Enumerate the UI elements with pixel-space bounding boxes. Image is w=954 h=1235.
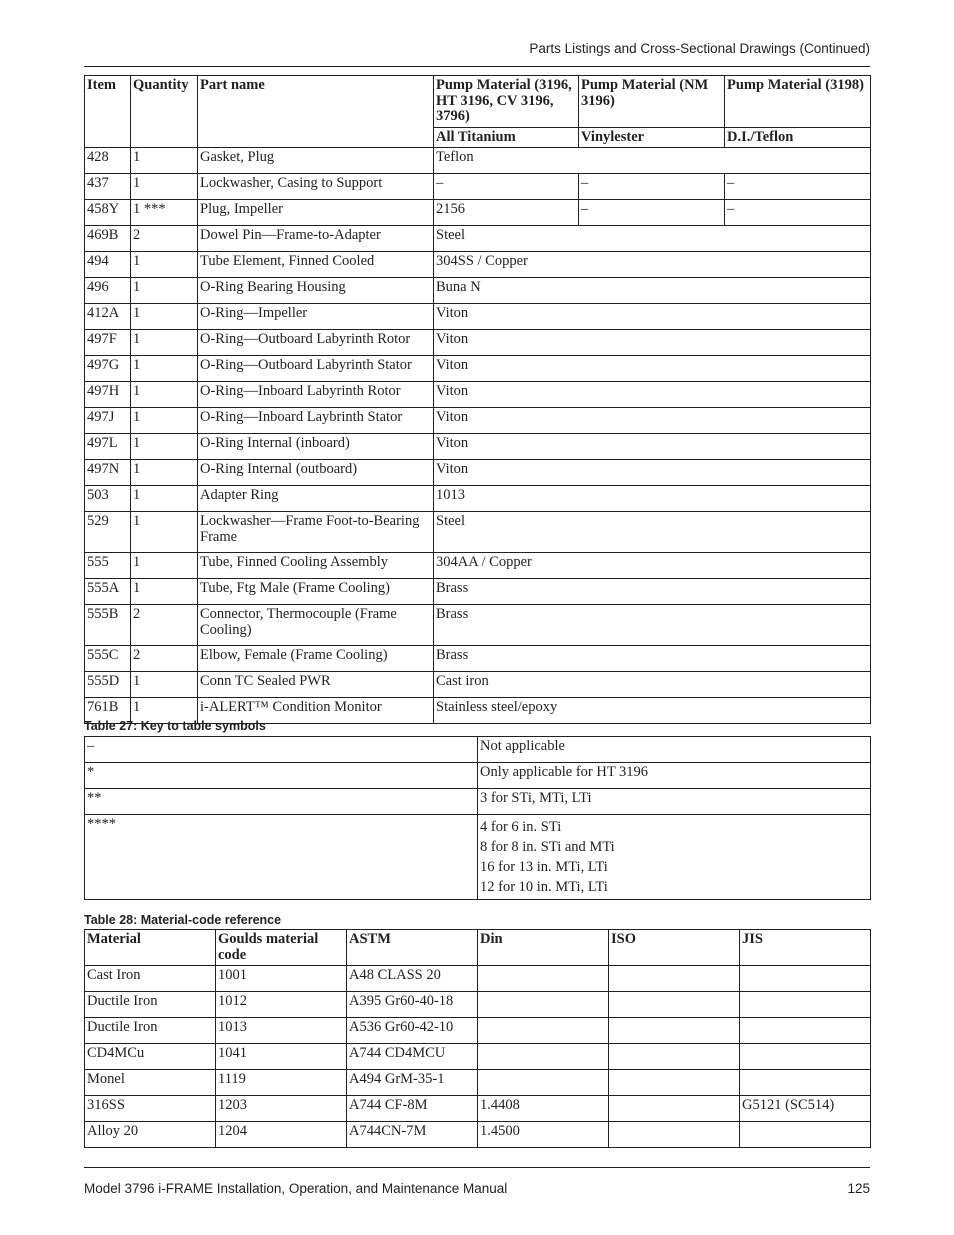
meaning-cell	[478, 815, 871, 900]
material-cell: A536 Gr60-42-10	[347, 1018, 478, 1044]
item-cell: 494	[85, 252, 131, 278]
material-cell: 1.4408	[478, 1096, 609, 1122]
item-cell: 761B	[85, 698, 131, 724]
material-cell	[478, 1044, 609, 1070]
item-cell: 503	[85, 486, 131, 512]
meaning-cell	[478, 737, 871, 763]
header-quantity: Quantity	[131, 76, 198, 148]
quantity-cell: 1	[131, 434, 198, 460]
item-cell: 458Y	[85, 200, 131, 226]
key-table	[84, 736, 871, 900]
quantity-cell: 2	[131, 646, 198, 672]
meaning-line: 3 for STi, MTi, LTi	[480, 790, 592, 806]
material-cell: 304AA / Copper	[434, 553, 871, 579]
table-row	[85, 605, 871, 646]
material-cell: Viton	[434, 460, 871, 486]
material-cell: Viton	[434, 382, 871, 408]
material-cell	[740, 992, 871, 1018]
item-cell: 497L	[85, 434, 131, 460]
material-cell: Brass	[434, 646, 871, 672]
quantity-cell: 1	[131, 672, 198, 698]
material-cell: Viton	[434, 356, 871, 382]
item-cell: 529	[85, 512, 131, 553]
material-cell	[609, 992, 740, 1018]
table-row	[85, 1018, 871, 1044]
part-name-cell: O-Ring—Inboard Laybrinth Stator	[198, 408, 434, 434]
material-cell: Brass	[434, 579, 871, 605]
part-name-cell: Lockwasher, Casing to Support	[198, 174, 434, 200]
material-cell: Steel	[434, 226, 871, 252]
item-cell: 555C	[85, 646, 131, 672]
page-number: 125	[847, 1181, 870, 1196]
table-row	[85, 553, 871, 579]
material-cell: Viton	[434, 408, 871, 434]
item-cell: 497G	[85, 356, 131, 382]
symbol-cell: *	[85, 763, 478, 789]
meaning-line: Not applicable	[480, 738, 565, 754]
part-name-cell: O-Ring—Inboard Labyrinth Rotor	[198, 382, 434, 408]
item-cell: 437	[85, 174, 131, 200]
part-name-cell: Elbow, Female (Frame Cooling)	[198, 646, 434, 672]
material-cell: 1012	[216, 992, 347, 1018]
part-name-cell: Conn TC Sealed PWR	[198, 672, 434, 698]
table-row	[85, 512, 871, 553]
symbol-cell: ****	[85, 815, 478, 900]
item-cell: 497N	[85, 460, 131, 486]
material-cell	[609, 1044, 740, 1070]
material-cell-a: –	[434, 174, 579, 200]
quantity-cell: 1	[131, 553, 198, 579]
material-cell: Viton	[434, 330, 871, 356]
material-cell	[478, 1018, 609, 1044]
symbol-cell: **	[85, 789, 478, 815]
material-table	[84, 929, 871, 1148]
part-name-cell: O-Ring—Outboard Labyrinth Stator	[198, 356, 434, 382]
material-table-caption: Table 28: Material-code reference	[84, 913, 282, 927]
item-cell: 555B	[85, 605, 131, 646]
meaning-line: 16 for 13 in. MTi, LTi	[480, 859, 608, 875]
table-row	[85, 252, 871, 278]
item-cell: 497J	[85, 408, 131, 434]
quantity-cell: 1	[131, 460, 198, 486]
item-cell: 555A	[85, 579, 131, 605]
material-cell: A744 CD4MCU	[347, 1044, 478, 1070]
material-header-cell: Material	[85, 930, 216, 966]
header-pump-material-b: Pump Material (NM 3196)	[579, 76, 725, 128]
material-header-cell: Din	[478, 930, 609, 966]
material-cell: A744CN-7M	[347, 1122, 478, 1148]
material-header-row	[85, 930, 871, 966]
part-name-cell: Tube, Finned Cooling Assembly	[198, 553, 434, 579]
material-header-cell: JIS	[740, 930, 871, 966]
meaning-line: Only applicable for HT 3196	[480, 764, 649, 780]
material-cell-a: 2156	[434, 200, 579, 226]
item-cell: 428	[85, 148, 131, 174]
subheader-vinylester: Vinylester	[579, 127, 725, 148]
table-row	[85, 763, 871, 789]
material-header-cell: ASTM	[347, 930, 478, 966]
table-row	[85, 815, 871, 900]
material-cell	[609, 1070, 740, 1096]
header-item: Item	[85, 76, 131, 148]
item-cell: 412A	[85, 304, 131, 330]
parts-table	[84, 75, 871, 724]
part-name-cell: O-Ring Internal (outboard)	[198, 460, 434, 486]
table-row	[85, 278, 871, 304]
part-name-cell: i-ALERT™ Condition Monitor	[198, 698, 434, 724]
material-header-cell: ISO	[609, 930, 740, 966]
material-cell	[740, 1070, 871, 1096]
quantity-cell: 1	[131, 148, 198, 174]
table-row	[85, 200, 871, 226]
table-row	[85, 408, 871, 434]
material-cell: A744 CF-8M	[347, 1096, 478, 1122]
material-cell: A48 CLASS 20	[347, 966, 478, 992]
meaning-line: 8 for 8 in. STi and MTi	[480, 839, 615, 855]
material-cell: Teflon	[434, 148, 871, 174]
quantity-cell: 1	[131, 356, 198, 382]
part-name-cell: Connector, Thermocouple (Frame Cooling)	[198, 605, 434, 646]
material-cell: 1001	[216, 966, 347, 992]
table-row	[85, 992, 871, 1018]
table-row	[85, 460, 871, 486]
material-cell-c: –	[725, 200, 871, 226]
material-cell: A494 GrM-35-1	[347, 1070, 478, 1096]
item-cell: 497H	[85, 382, 131, 408]
material-cell-b: –	[579, 200, 725, 226]
subheader-di-teflon: D.I./Teflon	[725, 127, 871, 148]
part-name-cell: Lockwasher—Frame Foot-to-Bearing Frame	[198, 512, 434, 553]
header-pump-material-c: Pump Material (3198)	[725, 76, 871, 128]
manual-title: Model 3796 i-FRAME Installation, Operation, and Maintenance Manual	[84, 1181, 508, 1196]
material-cell: 1013	[216, 1018, 347, 1044]
running-title: Parts Listings and Cross-Sectional Drawings (Continued)	[529, 41, 870, 56]
quantity-cell: 1	[131, 304, 198, 330]
material-cell: 1013	[434, 486, 871, 512]
material-cell: CD4MCu	[85, 1044, 216, 1070]
part-name-cell: Tube, Ftg Male (Frame Cooling)	[198, 579, 434, 605]
material-cell: Stainless steel/epoxy	[434, 698, 871, 724]
material-cell	[478, 992, 609, 1018]
material-cell	[740, 1122, 871, 1148]
material-cell: A395 Gr60-40-18	[347, 992, 478, 1018]
material-cell	[740, 1044, 871, 1070]
material-cell: 1204	[216, 1122, 347, 1148]
material-cell: Monel	[85, 1070, 216, 1096]
part-name-cell: Plug, Impeller	[198, 200, 434, 226]
page-header	[84, 40, 870, 67]
material-cell: 1.4500	[478, 1122, 609, 1148]
quantity-cell: 1	[131, 330, 198, 356]
symbol-cell: –	[85, 737, 478, 763]
quantity-cell: 2	[131, 605, 198, 646]
meaning-cell	[478, 789, 871, 815]
part-name-cell: Gasket, Plug	[198, 148, 434, 174]
material-cell	[740, 966, 871, 992]
page-footer	[84, 1167, 870, 1196]
meaning-line: 12 for 10 in. MTi, LTi	[480, 879, 608, 895]
table-row	[85, 226, 871, 252]
quantity-cell: 1	[131, 579, 198, 605]
material-cell-b: –	[579, 174, 725, 200]
material-cell: G5121 (SC514)	[740, 1096, 871, 1122]
material-cell: Viton	[434, 304, 871, 330]
item-cell: 469B	[85, 226, 131, 252]
table-row	[85, 330, 871, 356]
item-cell: 497F	[85, 330, 131, 356]
quantity-cell: 1	[131, 174, 198, 200]
material-cell	[478, 966, 609, 992]
table-row	[85, 672, 871, 698]
material-cell: 1119	[216, 1070, 347, 1096]
table-row	[85, 1096, 871, 1122]
material-cell: 304SS / Copper	[434, 252, 871, 278]
material-cell: Brass	[434, 605, 871, 646]
header-pump-material-a: Pump Material (3196, HT 3196, CV 3196, 3796)	[434, 76, 579, 128]
material-cell: Ductile Iron	[85, 992, 216, 1018]
material-cell	[609, 966, 740, 992]
part-name-cell: Adapter Ring	[198, 486, 434, 512]
part-name-cell: O-Ring—Impeller	[198, 304, 434, 330]
meaning-line: 4 for 6 in. STi	[480, 819, 562, 835]
material-cell: Cast Iron	[85, 966, 216, 992]
quantity-cell: 1	[131, 278, 198, 304]
material-header-cell: Goulds material code	[216, 930, 347, 966]
quantity-cell: 2	[131, 226, 198, 252]
quantity-cell: 1	[131, 382, 198, 408]
material-cell: 1041	[216, 1044, 347, 1070]
material-table-body	[85, 966, 871, 1148]
material-cell: 316SS	[85, 1096, 216, 1122]
material-cell	[609, 1096, 740, 1122]
material-cell: Steel	[434, 512, 871, 553]
part-name-cell: Dowel Pin—Frame-to-Adapter	[198, 226, 434, 252]
material-cell	[478, 1070, 609, 1096]
item-cell: 555D	[85, 672, 131, 698]
quantity-cell: 1	[131, 486, 198, 512]
key-table-caption: Table 27: Key to table symbols	[84, 719, 266, 733]
quantity-cell: 1	[131, 698, 198, 724]
part-name-cell: Tube Element, Finned Cooled	[198, 252, 434, 278]
quantity-cell: 1 ***	[131, 200, 198, 226]
material-cell	[740, 1018, 871, 1044]
parts-table-body	[85, 148, 871, 724]
table-row	[85, 382, 871, 408]
material-cell: 1203	[216, 1096, 347, 1122]
part-name-cell: O-Ring—Outboard Labyrinth Rotor	[198, 330, 434, 356]
table-row	[85, 434, 871, 460]
parts-header-row	[85, 76, 871, 128]
meaning-cell	[478, 763, 871, 789]
quantity-cell: 1	[131, 512, 198, 553]
part-name-cell: O-Ring Bearing Housing	[198, 278, 434, 304]
table-row	[85, 1070, 871, 1096]
table-row	[85, 646, 871, 672]
material-cell: Buna N	[434, 278, 871, 304]
item-cell: 496	[85, 278, 131, 304]
table-row	[85, 1122, 871, 1148]
table-row	[85, 356, 871, 382]
table-row	[85, 148, 871, 174]
table-row	[85, 737, 871, 763]
quantity-cell: 1	[131, 252, 198, 278]
key-table-body	[85, 737, 871, 900]
table-row	[85, 579, 871, 605]
material-cell-c: –	[725, 174, 871, 200]
table-row	[85, 966, 871, 992]
material-cell	[609, 1018, 740, 1044]
part-name-cell: O-Ring Internal (inboard)	[198, 434, 434, 460]
table-row	[85, 174, 871, 200]
subheader-all-titanium: All Titanium	[434, 127, 579, 148]
material-cell: Viton	[434, 434, 871, 460]
table-row	[85, 486, 871, 512]
item-cell: 555	[85, 553, 131, 579]
material-cell: Ductile Iron	[85, 1018, 216, 1044]
quantity-cell: 1	[131, 408, 198, 434]
material-cell: Cast iron	[434, 672, 871, 698]
material-cell	[609, 1122, 740, 1148]
table-row	[85, 789, 871, 815]
material-cell: Alloy 20	[85, 1122, 216, 1148]
table-row	[85, 1044, 871, 1070]
table-row	[85, 304, 871, 330]
header-part-name: Part name	[198, 76, 434, 148]
